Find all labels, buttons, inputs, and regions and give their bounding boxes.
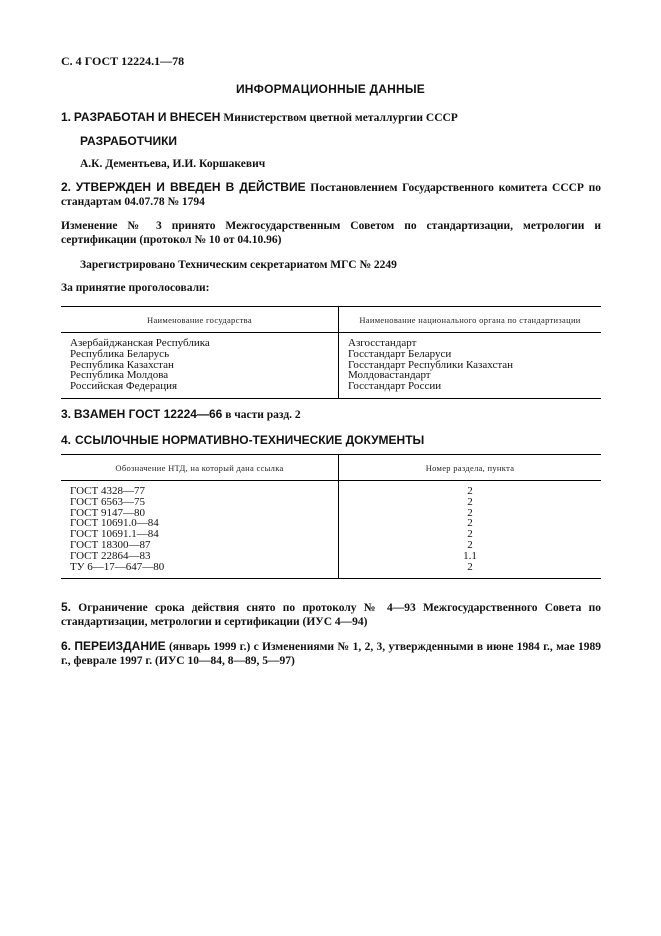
- doc-cell: ТУ 6—17—647—80: [70, 560, 165, 573]
- doc-cell: ГОСТ 9147—80: [70, 506, 145, 519]
- item-6: [61, 639, 601, 668]
- item-2-text: Постановлением Государственного комитета СССР по стандартам 04.07.78 № 1794: [61, 182, 601, 208]
- section-cell: 2: [467, 538, 473, 551]
- item-1-num: 1.: [61, 110, 72, 124]
- section-cell: 2: [467, 495, 473, 508]
- page-header: С. 4 ГОСТ 12224.1—78: [61, 54, 185, 68]
- developers-label: РАЗРАБОТЧИКИ: [80, 134, 178, 148]
- item-6-bold: ПЕРЕИЗДАНИЕ: [74, 639, 166, 653]
- item-5-text: Ограничение срока действия снято по протоколу № 4—93 Межгосударственного Совета по стандартизации, метрологии и сертификации (ИУС 4—94): [61, 602, 601, 628]
- table1-bodies: [339, 333, 602, 399]
- section-cell: 2: [467, 560, 473, 573]
- registered-note: Зарегистрировано Техническим секретариатом МГС № 2249: [80, 259, 397, 271]
- doc-cell: ГОСТ 6563—75: [70, 495, 145, 508]
- section-cell: 2: [467, 528, 473, 541]
- table1-header-state: Наименование государства: [61, 307, 339, 333]
- item-5: [61, 600, 601, 629]
- state-cell: Республика Беларусь: [70, 347, 170, 360]
- developers-names: А.К. Дементьева, И.И. Коршакевич: [80, 158, 266, 170]
- item-4-title: ССЫЛОЧНЫЕ НОРМАТИВНО-ТЕХНИЧЕСКИЕ ДОКУМЕНТЫ: [75, 433, 425, 447]
- voted-label: За принятие проголосовали:: [61, 282, 210, 294]
- doc-cell: ГОСТ 10691.0—84: [70, 517, 159, 530]
- item-6-num: 6.: [61, 639, 72, 653]
- item-3-text: в части разд. 2: [225, 409, 301, 421]
- section-cell: 2: [467, 506, 473, 519]
- item-4-num: 4.: [61, 433, 72, 447]
- body-cell: Молдовастандарт: [348, 369, 431, 382]
- doc-cell: ГОСТ 10691.1—84: [70, 528, 159, 541]
- body-cell: Азгосстандарт: [348, 337, 417, 349]
- table1-states: [61, 333, 339, 399]
- table1-header-body: Наименование национального органа по стандартизации: [339, 307, 602, 333]
- change-note: Изменение № 3 принято Межгосударственным Советом по стандартизации, метрологии и сертификации (протокол № 10 от 04.10.96): [61, 220, 601, 246]
- section-cell: 2: [467, 485, 473, 497]
- item-3-num: 3.: [61, 407, 72, 421]
- references-table: [61, 454, 601, 579]
- item-3: [61, 407, 301, 422]
- voting-table: [61, 306, 601, 399]
- doc-cell: ГОСТ 18300—87: [70, 538, 151, 551]
- item-1-text: Министерством цветной металлургии СССР: [223, 112, 458, 124]
- item-1: [61, 110, 458, 125]
- table2-header-doc: Обозначение НТД, на который дана ссылка: [61, 455, 339, 481]
- body-cell: Госстандарт Республики Казахстан: [348, 358, 514, 371]
- table2-sections: [339, 481, 602, 579]
- item-3-bold: ВЗАМЕН ГОСТ 12224—66: [73, 407, 223, 421]
- state-cell: Республика Молдова: [70, 369, 169, 382]
- doc-cell: ГОСТ 22864—83: [70, 549, 151, 562]
- doc-cell: ГОСТ 4328—77: [70, 485, 145, 497]
- table2-header-section: Номер раздела, пункта: [339, 455, 602, 481]
- body-cell: Госстандарт России: [348, 380, 442, 393]
- state-cell: Республика Казахстан: [70, 358, 174, 371]
- item-6-text: (январь 1999 г.) с Изменениями № 1, 2, 3, утвержденными в июне 1984 г., мае 1989 г., феврале 1997 г. (ИУС 10—84, 8—89, 5—97): [61, 641, 602, 667]
- item-2-num: 2.: [61, 180, 72, 194]
- section-cell: 2: [467, 517, 473, 530]
- state-cell: Российская Федерация: [70, 380, 178, 393]
- item-1-bold: РАЗРАБОТАН И ВНЕСЕН: [73, 110, 221, 124]
- item-2: [61, 180, 601, 209]
- item-5-num: 5.: [61, 600, 72, 614]
- table2-docs: [61, 481, 339, 579]
- state-cell: Азербайджанская Республика: [70, 337, 210, 349]
- body-cell: Госстандарт Беларуси: [348, 347, 452, 360]
- section-cell: 1.1: [463, 549, 477, 562]
- section-title: ИНФОРМАЦИОННЫЕ ДАННЫЕ: [235, 82, 426, 96]
- item-4: [61, 431, 424, 449]
- item-2-bold: УТВЕРЖДЕН И ВВЕДЕН В ДЕЙСТВИЕ: [75, 180, 306, 194]
